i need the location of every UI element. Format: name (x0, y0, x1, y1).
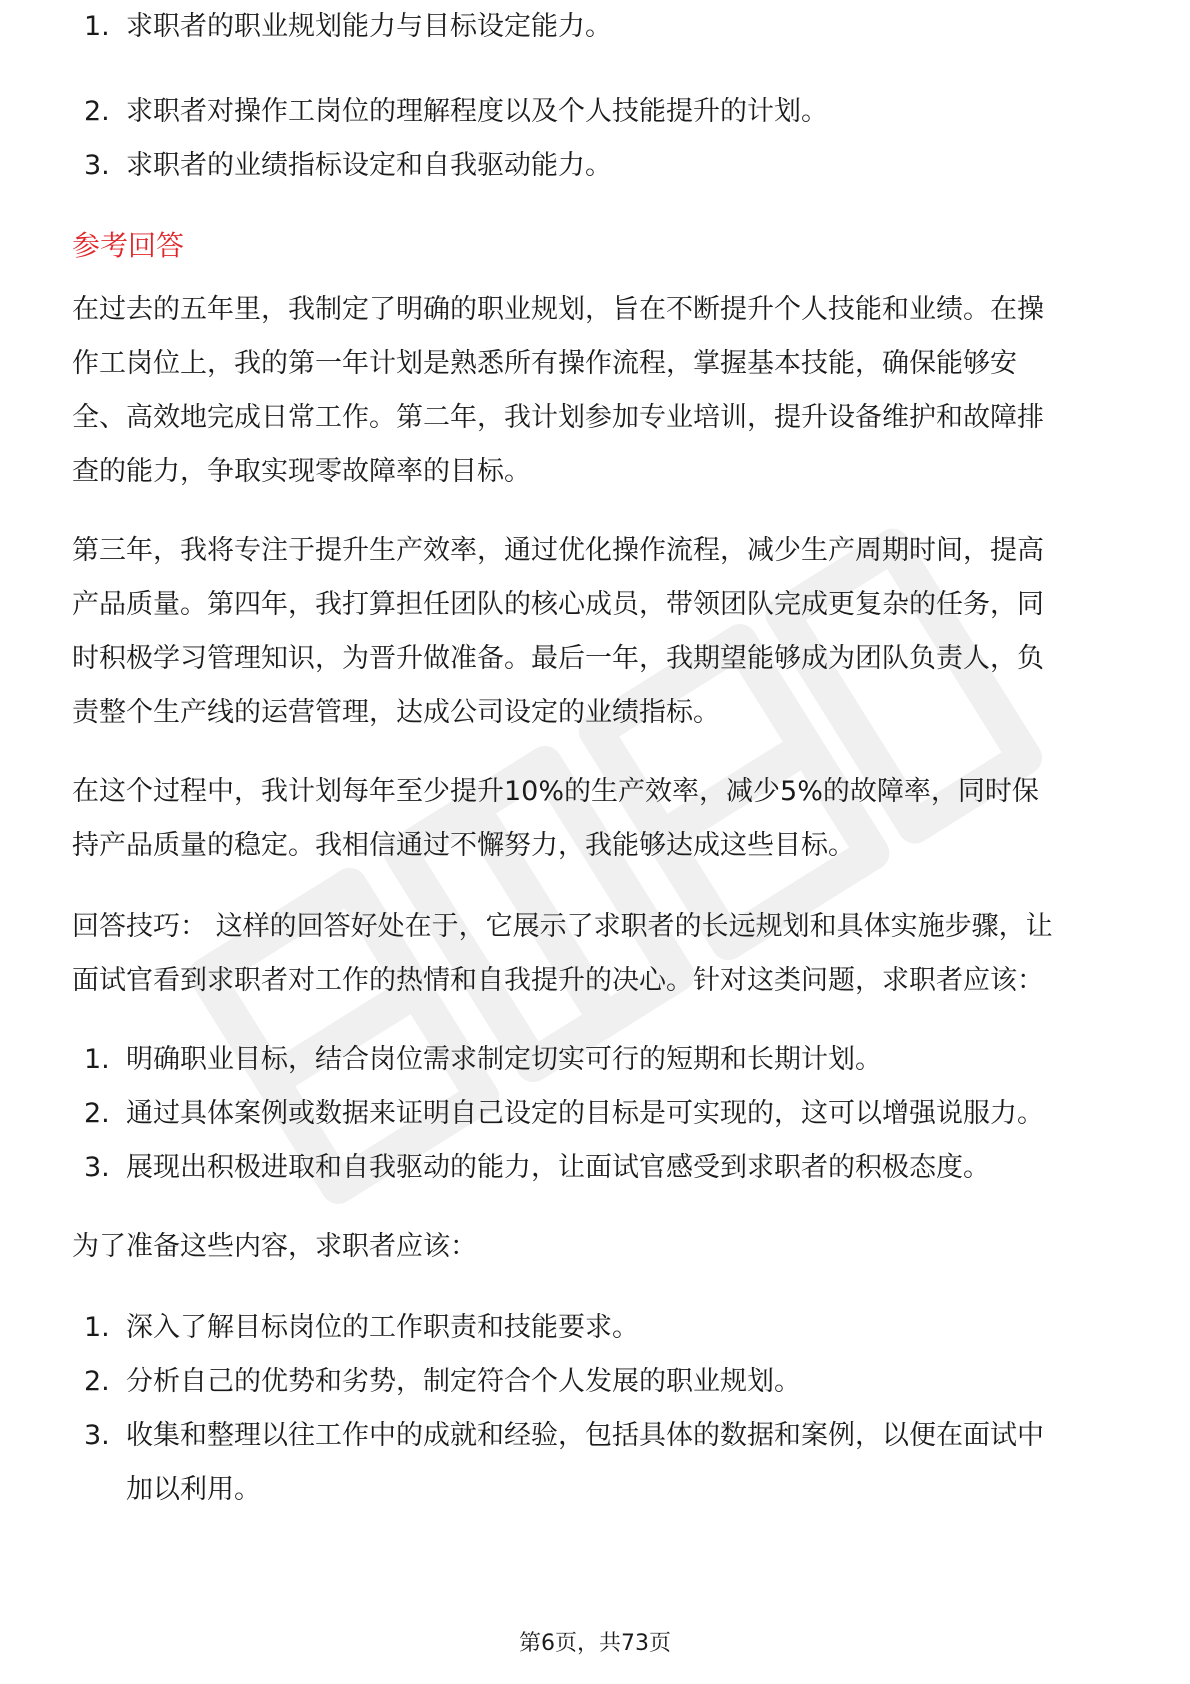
list-text: 求职者的职业规划能力与目标设定能力。 (126, 11, 612, 42)
list-number: 3. (84, 1420, 110, 1451)
paragraph-line: 作工岗位上，我的第一年计划是熟悉所有操作流程，掌握基本技能，确保能够安 (72, 348, 1017, 379)
paragraph-line: 持产品质量的稳定。我相信通过不懈努力，我能够达成这些目标。 (72, 830, 855, 861)
list-number: 3. (84, 150, 110, 181)
tips-line: 回答技巧： 这样的回答好处在于，它展示了求职者的长远规划和具体实施步骤，让 (72, 911, 1053, 942)
paragraph-line: 在过去的五年里，我制定了明确的职业规划，旨在不断提升个人技能和业绩。在操 (72, 294, 1044, 325)
list-number: 1. (84, 1312, 110, 1343)
paragraph-line: 查的能力，争取实现零故障率的目标。 (72, 456, 531, 487)
list-text: 求职者的业绩指标设定和自我驱动能力。 (126, 150, 612, 181)
list-text: 加以利用。 (126, 1474, 261, 1505)
paragraph-line: 责整个生产线的运营管理，达成公司设定的业绩指标。 (72, 697, 720, 728)
list-number: 3. (84, 1152, 110, 1183)
list-text: 收集和整理以往工作中的成就和经验，包括具体的数据和案例，以便在面试中 (126, 1420, 1044, 1451)
paragraph-line: 时积极学习管理知识，为晋升做准备。最后一年，我期望能够成为团队负责人，负 (72, 643, 1044, 674)
paragraph-line: 全、高效地完成日常工作。第二年，我计划参加专业培训，提升设备维护和故障排 (72, 402, 1044, 433)
list-text: 通过具体案例或数据来证明自己设定的目标是可实现的，这可以增强说服力。 (126, 1098, 1044, 1129)
list-number: 2. (84, 96, 110, 127)
reference-heading: 参考回答 (72, 229, 185, 262)
clipped-list-item (0, 11, 1190, 62)
list-number: 1. (84, 1044, 110, 1075)
list-text: 分析自己的优势和劣势，制定符合个人发展的职业规划。 (126, 1366, 801, 1397)
paragraph-line: 第三年，我将专注于提升生产效率，通过优化操作流程，减少生产周期时间，提高 (72, 535, 1044, 566)
page-footer: 第6页，共73页 (519, 1631, 671, 1656)
list-text: 深入了解目标岗位的工作职责和技能要求。 (126, 1312, 639, 1343)
prepare-intro: 为了准备这些内容，求职者应该： (72, 1231, 477, 1262)
list-number: 2. (84, 1366, 110, 1397)
list-text: 明确职业目标，结合岗位需求制定切实可行的短期和长期计划。 (126, 1044, 882, 1075)
list-text: 求职者对操作工岗位的理解程度以及个人技能提升的计划。 (126, 96, 828, 127)
tips-line: 面试官看到求职者对工作的热情和自我提升的决心。针对这类问题，求职者应该： (72, 965, 1044, 996)
list-number: 1. (84, 11, 110, 42)
list-number: 2. (84, 1098, 110, 1129)
paragraph-line: 产品质量。第四年，我打算担任团队的核心成员，带领团队完成更复杂的任务，同 (72, 589, 1044, 620)
paragraph-line: 在这个过程中，我计划每年至少提升10%的生产效率，减少5%的故障率，同时保 (72, 776, 1039, 807)
list-text: 展现出积极进取和自我驱动的能力，让面试官感受到求职者的积极态度。 (126, 1152, 990, 1183)
